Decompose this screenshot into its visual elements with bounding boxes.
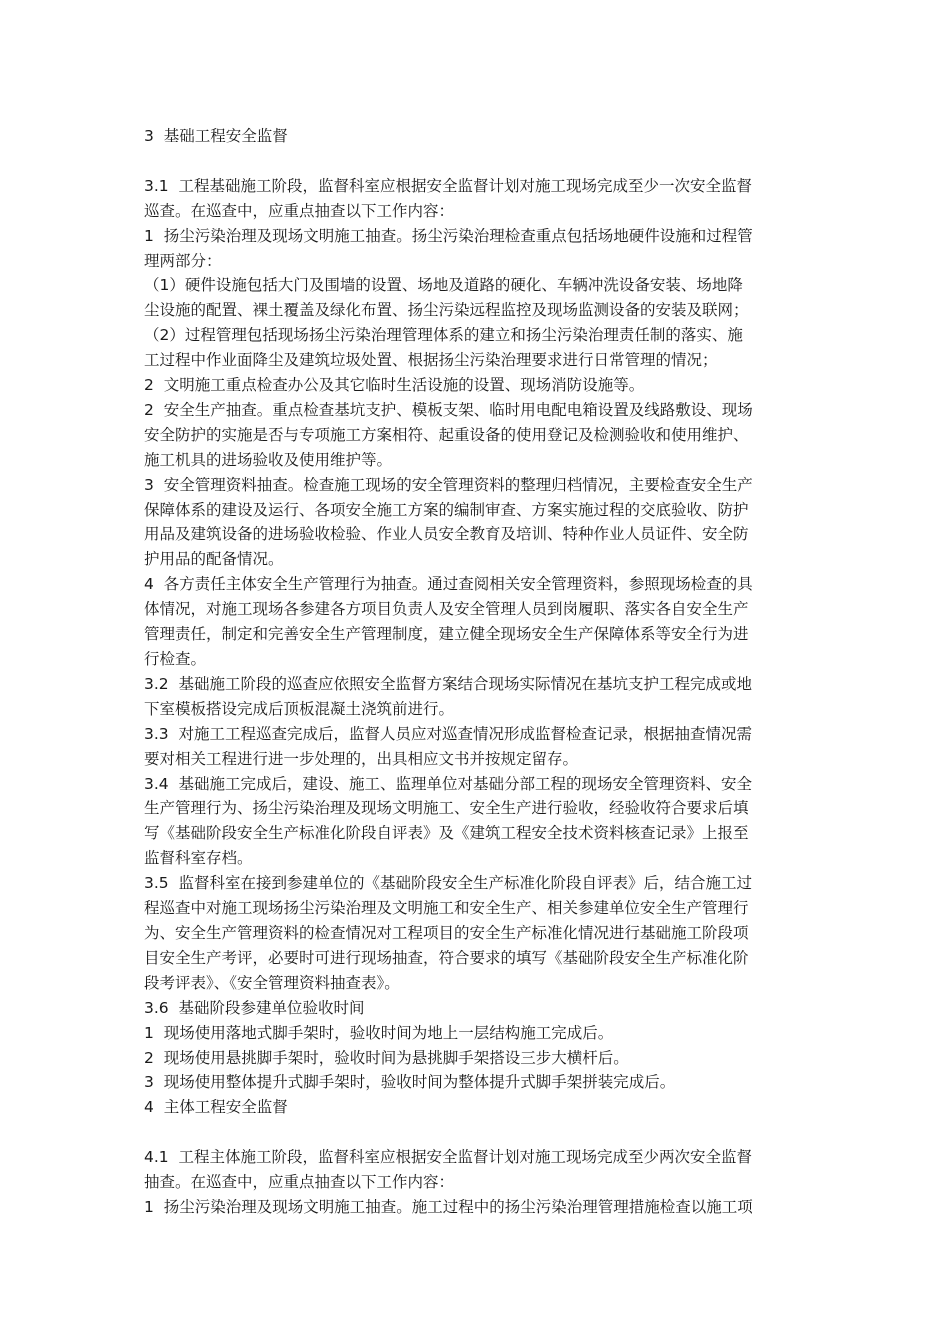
text-line: 3.3 对施工工程巡查完成后，监督人员应对巡查情况形成监督检查记录，根据抽查情况需 <box>144 724 753 743</box>
text-line: 管理责任，制定和完善安全生产管理制度，建立健全现场安全生产保障体系等安全行为进 <box>144 625 749 644</box>
text-line: 目安全生产考评，必要时可进行现场抽查，符合要求的填写《基础阶段安全生产标准化阶 <box>144 948 749 967</box>
text-line: 护用品的配备情况。 <box>144 550 284 569</box>
text-line: 体情况，对施工现场各参建各方项目负责人及安全管理人员到岗履职、落实各自安全生产 <box>144 600 749 619</box>
text-line: 2 安全生产抽查。重点检查基坑支护、模板支架、临时用电配电箱设置及线路敷设、现场 <box>144 400 753 419</box>
text-line: 3.4 基础施工完成后，建设、施工、监理单位对基础分部工程的现场安全管理资料、安全 <box>144 774 753 793</box>
text-line: 理两部分： <box>144 251 222 270</box>
text-line: （2）过程管理包括现场扬尘污染治理管理体系的建立和扬尘污染治理责任制的落实、施 <box>144 326 743 345</box>
text-line: 3.5 监督科室在接到参建单位的《基础阶段安全生产标准化阶段自评表》后，结合施工过 <box>144 874 753 893</box>
text-line: 2 文明施工重点检查办公及其它临时生活设施的设置、现场消防设施等。 <box>144 376 645 395</box>
text-line: 生产管理行为、扬尘污染治理及现场文明施工、安全生产进行验收，经验收符合要求后填 <box>144 799 749 818</box>
subsection-heading: 3.6 基础阶段参建单位验收时间 <box>144 998 365 1017</box>
text-line: 2 现场使用悬挑脚手架时，验收时间为悬挑脚手架搭设三步大横杆后。 <box>144 1048 629 1067</box>
text-line: 1 扬尘污染治理及现场文明施工抽查。扬尘污染治理检查重点包括场地硬件设施和过程管 <box>144 226 753 245</box>
text-line: 4 各方责任主体安全生产管理行为抽查。通过查阅相关安全管理资料，参照现场检查的具 <box>144 575 753 594</box>
text-line: 3 安全管理资料抽查。检查施工现场的安全管理资料的整理归档情况，主要检查安全生产 <box>144 475 753 494</box>
text-line: （1）硬件设施包括大门及围墙的设置、场地及道路的硬化、车辆冲洗设备安装、场地降 <box>144 276 743 295</box>
text-line: 程巡查中对施工现场扬尘污染治理及文明施工和安全生产、相关参建单位安全生产管理行 <box>144 899 749 918</box>
text-line: 写《基础阶段安全生产标准化阶段自评表》及《建筑工程安全技术资料核查记录》上报至 <box>144 824 749 843</box>
text-line: 4.1 工程主体施工阶段，监督科室应根据安全监督计划对施工现场完成至少两次安全监督 <box>144 1148 753 1167</box>
text-line: 要对相关工程进行进一步处理的，出具相应文书并按规定留存。 <box>144 749 579 768</box>
text-line: 工过程中作业面降尘及建筑垃圾处置、根据扬尘污染治理要求进行日常管理的情况； <box>144 351 718 370</box>
text-line: 抽查。在巡查中，应重点抽查以下工作内容： <box>144 1173 455 1192</box>
text-line: 下室模板搭设完成后顶板混凝土浇筑前进行。 <box>144 699 455 718</box>
text-line: 段考评表》、《安全管理资料抽查表》。 <box>144 973 400 992</box>
text-line: 尘设施的配置、裸土覆盖及绿化布置、扬尘污染远程监控及现场监测设备的安装及联网； <box>144 301 749 320</box>
text-line: 行检查。 <box>144 650 207 669</box>
text-line: 为、安全生产管理资料的检查情况对工程项目的安全生产标准化情况进行基础施工阶段项 <box>144 923 749 942</box>
text-line: 保障体系的建设及运行、各项安全施工方案的编制审查、方案实施过程的交底验收、防护 <box>144 500 749 519</box>
section-heading: 4 主体工程安全监督 <box>144 1098 288 1117</box>
text-line: 3 现场使用整体提升式脚手架时，验收时间为整体提升式脚手架拼装完成后。 <box>144 1073 676 1092</box>
blank-line <box>144 149 808 174</box>
document-body <box>144 124 808 1220</box>
text-line: 监督科室存档。 <box>144 849 253 868</box>
text-line: 巡查。在巡查中，应重点抽查以下工作内容： <box>144 201 455 220</box>
text-line: 1 扬尘污染治理及现场文明施工抽查。施工过程中的扬尘污染治理管理措施检查以施工项 <box>144 1197 753 1216</box>
text-line: 3.2 基础施工阶段的巡查应依照安全监督方案结合现场实际情况在基坑支护工程完成或地 <box>144 674 753 693</box>
text-line: 1 现场使用落地式脚手架时，验收时间为地上一层结构施工完成后。 <box>144 1023 614 1042</box>
text-line: 3.1 工程基础施工阶段，监督科室应根据安全监督计划对施工现场完成至少一次安全监督 <box>144 176 753 195</box>
text-line: 施工机具的进场验收及使用维护等。 <box>144 450 393 469</box>
blank-line <box>144 1120 808 1145</box>
text-line: 用品及建筑设备的进场验收检验、作业人员安全教育及培训、特种作业人员证件、安全防 <box>144 525 749 544</box>
section-heading: 3 基础工程安全监督 <box>144 127 288 145</box>
text-line: 安全防护的实施是否与专项施工方案相符、起重设备的使用登记及检测验收和使用维护、 <box>144 425 749 444</box>
